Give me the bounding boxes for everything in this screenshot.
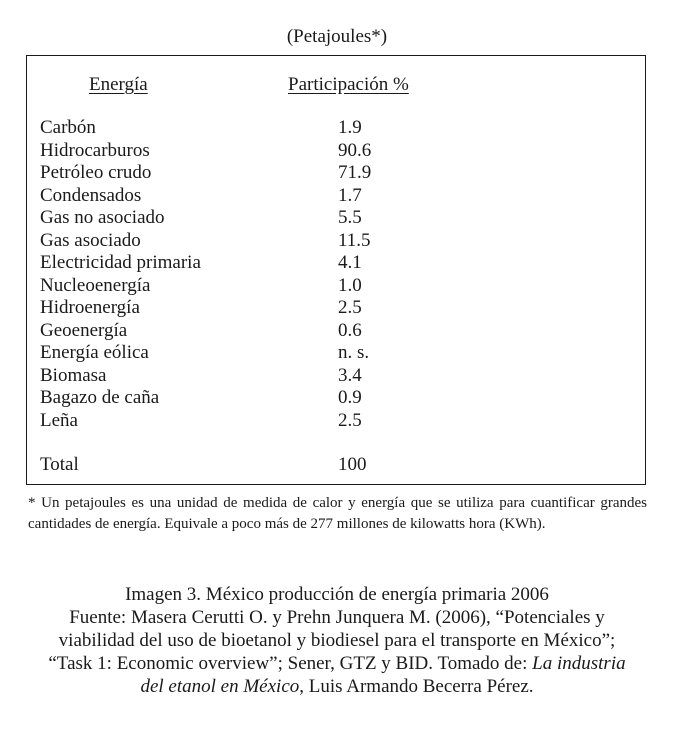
row-name: Gas no asociado (40, 207, 165, 228)
caption-line-1: Imagen 3. México producción de energía primaria 2006 (125, 584, 549, 605)
table-row (27, 117, 645, 140)
caption-line-2: Fuente: Masera Cerutti O. y Prehn Junquera M. (2006), “Potenciales y (69, 607, 605, 628)
table-row (27, 342, 645, 365)
caption-book-title-part-1: La industria (532, 653, 626, 674)
row-value: 1.7 (338, 184, 362, 206)
row-value: 90.6 (338, 139, 372, 161)
table-row (27, 185, 645, 208)
row-value: 2.5 (338, 409, 362, 431)
total-label: Total (40, 454, 79, 475)
table-row (27, 410, 645, 433)
header-share: Participación % (288, 74, 409, 95)
table-row (27, 230, 645, 253)
table-row (27, 140, 645, 163)
row-name: Condensados (40, 184, 142, 206)
table-row (27, 207, 645, 230)
caption-author: , Luis Armando Becerra Pérez. (299, 676, 534, 697)
row-name: Energía eólica (40, 342, 149, 363)
row-value: 71.9 (338, 162, 372, 183)
table-row (27, 297, 645, 320)
units-label: (Petajoules*) (286, 26, 388, 47)
row-name: Bagazo de caña (40, 387, 160, 408)
table-row (27, 252, 645, 275)
caption-line-5 (20, 675, 654, 698)
row-value: 11.5 (338, 229, 371, 251)
table-row (27, 162, 645, 185)
row-value: n. s. (338, 342, 370, 363)
caption-line-4-text: “Task 1: Economic overview”; Sener, GTZ y BID. Tomado de: (48, 653, 533, 674)
row-name: Petróleo crudo (40, 162, 152, 183)
row-name: Geoenergía (40, 319, 128, 341)
row-value: 5.5 (338, 207, 362, 228)
row-value: 0.9 (338, 387, 362, 408)
row-value: 4.1 (338, 252, 362, 273)
total-row (27, 454, 645, 476)
row-value: 1.0 (338, 274, 362, 296)
table-row (27, 320, 645, 343)
table-row (27, 365, 645, 388)
row-name: Electricidad primaria (40, 252, 201, 273)
row-name: Carbón (40, 117, 96, 138)
row-name: Gas asociado (40, 229, 141, 251)
table-row (27, 275, 645, 298)
caption-line-3: viabilidad del uso de bioetanol y biodiesel para el transporte en México”; (58, 630, 616, 651)
row-name: Hidrocarburos (40, 139, 150, 161)
row-name: Hidroenergía (40, 297, 140, 318)
footnote: * Un petajoules es una unidad de medida de calor y energía que se utiliza para cuantificar grandes cantidades de energía. Equivale a poco más de 277 millones de kilowatts hora (KWh). (28, 495, 647, 532)
table-rows (27, 117, 645, 432)
table-row (27, 387, 645, 410)
row-value: 0.6 (338, 319, 362, 341)
figure-caption (20, 583, 654, 698)
row-name: Nucleoenergía (40, 274, 151, 296)
row-name: Leña (40, 409, 78, 431)
row-value: 2.5 (338, 297, 362, 318)
total-value: 100 (338, 454, 367, 475)
row-value: 3.4 (338, 364, 362, 386)
row-name: Biomasa (40, 364, 107, 386)
caption-book-title-part-2: del etanol en México (140, 676, 300, 697)
caption-line-4 (20, 652, 654, 675)
header-energy: Energía (89, 74, 148, 95)
energy-table (26, 55, 646, 485)
row-value: 1.9 (338, 117, 362, 138)
